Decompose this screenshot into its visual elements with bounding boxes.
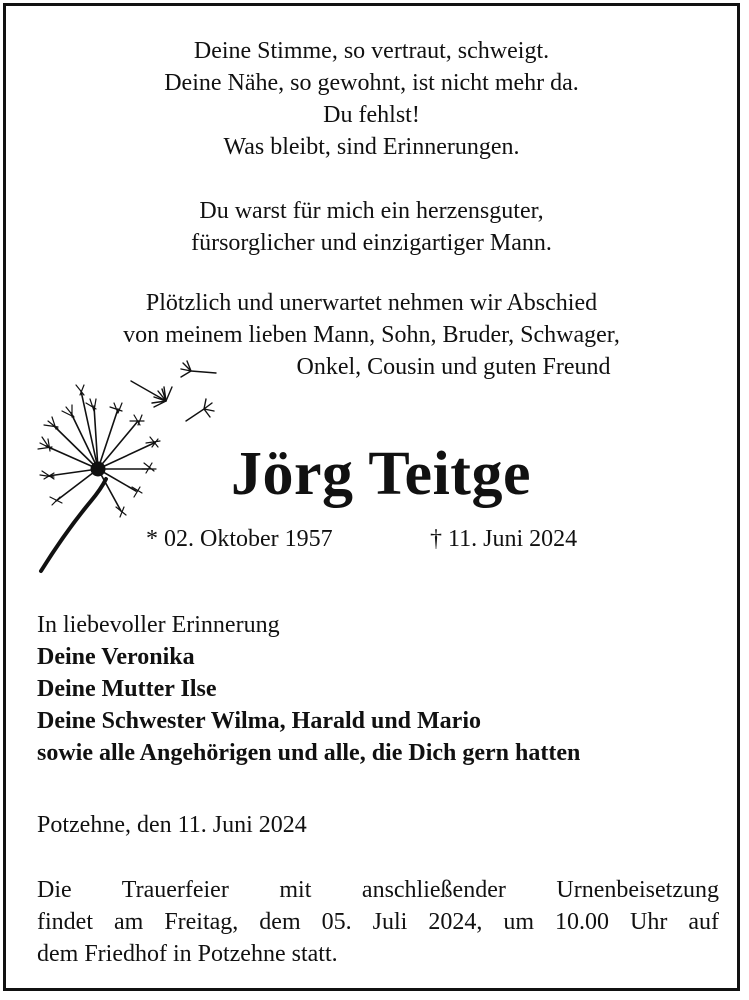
poem-line: von meinem lieben Mann, Sohn, Bruder, Schwager, <box>123 322 620 348</box>
poem-line: Deine Stimme, so vertraut, schweigt. <box>193 38 550 64</box>
deceased-name: Jörg Teitge <box>231 440 531 508</box>
service-line: Die Trauerfeier mit anschließender Urnenbeisetzung <box>37 877 719 903</box>
mourner-name: Deine Schwester Wilma, Harald und Mario <box>37 708 481 734</box>
service-line: dem Friedhof in Potzehne statt. <box>37 941 338 967</box>
mourners-block <box>37 609 580 769</box>
poem-stanza-1 <box>6 35 737 163</box>
birth-date: * 02. Oktober 1957 <box>146 526 333 552</box>
poem-line: fürsorglicher und einzigartiger Mann. <box>191 230 552 256</box>
poem-line: Was bleibt, sind Erinnerungen. <box>223 134 520 160</box>
death-date: † 11. Juni 2024 <box>430 526 578 552</box>
poem-line: Du warst für mich ein herzensguter, <box>199 198 544 224</box>
service-line: findet am Freitag, dem 05. Juli 2024, um 10.00 Uhr auf <box>37 909 719 935</box>
poem-line: Du fehlst! <box>323 102 420 128</box>
poem-line: Deine Nähe, so gewohnt, ist nicht mehr da. <box>164 70 579 96</box>
poem-line: Onkel, Cousin und guten Freund <box>296 354 611 380</box>
obituary-frame <box>3 3 740 991</box>
mourner-name: Deine Mutter Ilse <box>37 676 217 702</box>
mourners-intro: In liebevoller Erinnerung <box>37 612 280 638</box>
mourner-name: Deine Veronika <box>37 644 195 670</box>
poem-line: Plötzlich und unerwartet nehmen wir Abschied <box>145 290 598 316</box>
poem-stanza-2 <box>6 195 737 259</box>
place-date: Potzehne, den 11. Juni 2024 <box>37 812 307 838</box>
mourner-name: sowie alle Angehörigen und alle, die Dich gern hatten <box>37 740 581 766</box>
service-notice <box>37 874 719 970</box>
